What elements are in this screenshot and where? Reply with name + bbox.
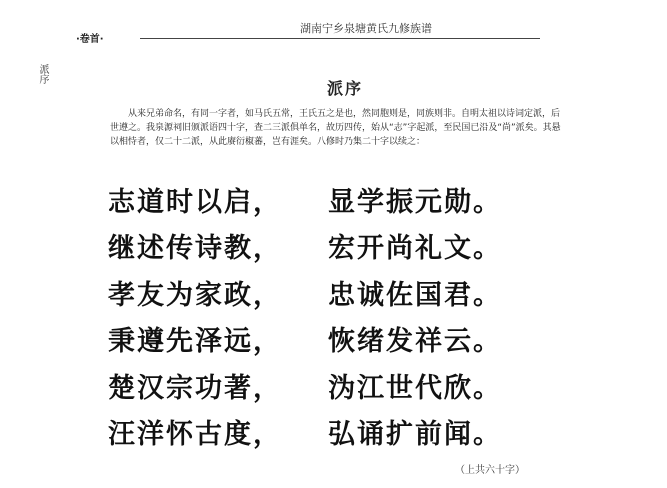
verse-first-half: 楚汉宗功著， [108, 372, 282, 404]
verse-first-half: 继述传诗教， [108, 233, 282, 265]
section-title: 派序 [327, 79, 364, 98]
verse-second-half: 忠诚佐国君。 [328, 279, 502, 311]
character-count-note: （上共六十字） [455, 465, 525, 476]
book-title: 湖南宁乡泉塘黄氏九修族谱 [300, 22, 432, 35]
intro-paragraph: 从来兄弟命名，有同一字者，如马氏五常，王氏五之是也，然同胞则是，同族则非。自明太祖以诗词定派，后世遵之。我泉源祠旧颁派语四十字，查二三派俱单名，故历四传，始从“志”字起派，至民国已沿及“尚”派矣。其悬以相恃者，仅二十二派，从此赓衍椒蕃，岂有涯矣。八修时乃集二十字以续之： [110, 109, 561, 147]
verse-list [108, 176, 568, 455]
verse-line [108, 223, 568, 270]
verse-second-half: 恢绪发祥云。 [328, 326, 502, 358]
page-header [0, 0, 667, 48]
verse-second-half: 弘诵扩前闻。 [328, 419, 502, 451]
side-section-label: 派序 [37, 64, 48, 84]
verse-second-half: 宏开尚礼文。 [328, 233, 502, 265]
verse-first-half: 秉遵先泽远， [108, 326, 282, 358]
verse-line [108, 362, 568, 409]
volume-label: ·卷首· [76, 34, 104, 45]
verse-second-half: 显学振元勋。 [328, 186, 502, 218]
verse-line [108, 409, 568, 456]
verse-second-half: 沩江世代欣。 [328, 372, 502, 404]
verse-line [108, 176, 568, 223]
header-rule [140, 38, 540, 39]
verse-line [108, 316, 568, 363]
verse-first-half: 志道时以启， [108, 186, 282, 218]
verse-line [108, 269, 568, 316]
verse-first-half: 孝友为家政， [108, 279, 282, 311]
verse-first-half: 汪洋怀古度， [108, 419, 282, 451]
